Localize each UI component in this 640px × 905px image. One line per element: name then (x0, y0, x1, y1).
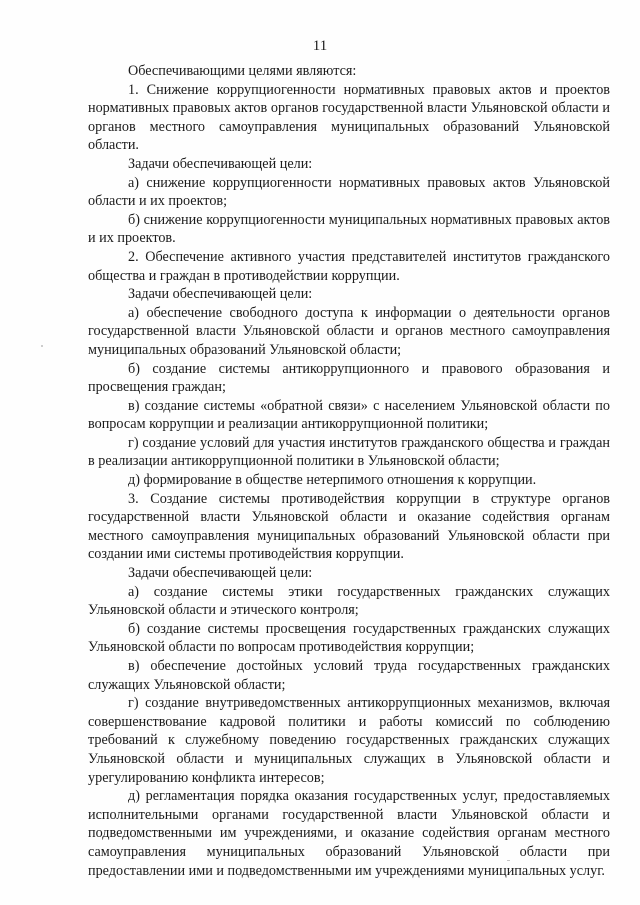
paragraph-task: б) снижение коррупциогенности муниципальных нормативных правовых актов и их проектов. (88, 211, 610, 247)
paragraph-tasks-heading: Задачи обеспечивающей цели: (128, 286, 313, 303)
paragraph-task: д) формирование в обществе нетерпимого отношения к коррупции. (128, 472, 537, 489)
paragraph-tasks-heading: Задачи обеспечивающей цели: (128, 565, 313, 582)
paragraph-task: в) создание системы «обратной связи» с населением Ульяновской области по вопросам коррупции и реализации антикоррупционной политики; (88, 397, 610, 433)
paragraph-task: а) обеспечение свободного доступа к информации о деятельности органов государственной власти Ульяновской области и органов местного самоуправления муниципальных образований Ульяновской области; (88, 304, 610, 358)
document-body (88, 62, 610, 880)
paragraph-goal-2: 2. Обеспечение активного участия представителей институтов гражданского общества и граждан в противодействии коррупции. (88, 248, 610, 284)
page-number: 11 (312, 38, 328, 54)
paragraph-goal-1: 1. Снижение коррупциогенности нормативных правовых актов и проектов нормативных правовых актов органов государственной власти Ульяновской области и органов местного самоуправления муниципальных образований Ульяновской области. (88, 81, 610, 154)
paragraph-task: б) создание системы антикоррупционного и правового образования и просвещения граждан; (88, 360, 610, 396)
paragraph-task: б) создание системы просвещения государственных гражданских служащих Ульяновской области по вопросам противодействия коррупции; (88, 620, 610, 656)
scan-speck (41, 345, 43, 347)
paragraph-task: д) регламентация порядка оказания государственных услуг, предоставляемых исполнительными органами государственной власти Ульяновской области и подведомственными им учреждениями, и оказание содействия органам местного самоуправления муниципальных образований Ульяновской области при предоставлении ими и подведомственными им учреждениями муниципальных услуг. (88, 788, 610, 879)
paragraph-task: в) обеспечение достойных условий труда государственных гражданских служащих Ульяновской области; (88, 658, 610, 693)
paragraph-task: а) снижение коррупциогенности нормативных правовых актов Ульяновской области и их проектов; (88, 174, 610, 210)
paragraph-task: а) создание системы этики государственных гражданских служащих Ульяновской области и этического контроля; (88, 583, 610, 619)
scan-speck (507, 860, 510, 861)
paragraph-intro: Обеспечивающими целями являются: (128, 63, 357, 79)
paragraph-task: г) создание внутриведомственных антикоррупционных механизмов, включая совершенствование кадровой политики и работы комиссий по соблюдению требований к служебному поведению государственных гражданских служащих Ульяновской области и муниципальных служащих в Ульяновской области и урегулированию конфликта интересов; (88, 695, 610, 786)
paragraph-task: г) создание условий для участия институтов гражданского общества и граждан в реализации антикоррупционной политики в Ульяновской области; (88, 434, 610, 470)
paragraph-tasks-heading: Задачи обеспечивающей цели: (128, 155, 313, 172)
paragraph-goal-3: 3. Создание системы противодействия коррупции в структуре органов государственной власти Ульяновской области и оказание содействия органам местного самоуправления муниципальных образований Ульяновской области при создании ими системы противодействия коррупции. (88, 490, 610, 563)
